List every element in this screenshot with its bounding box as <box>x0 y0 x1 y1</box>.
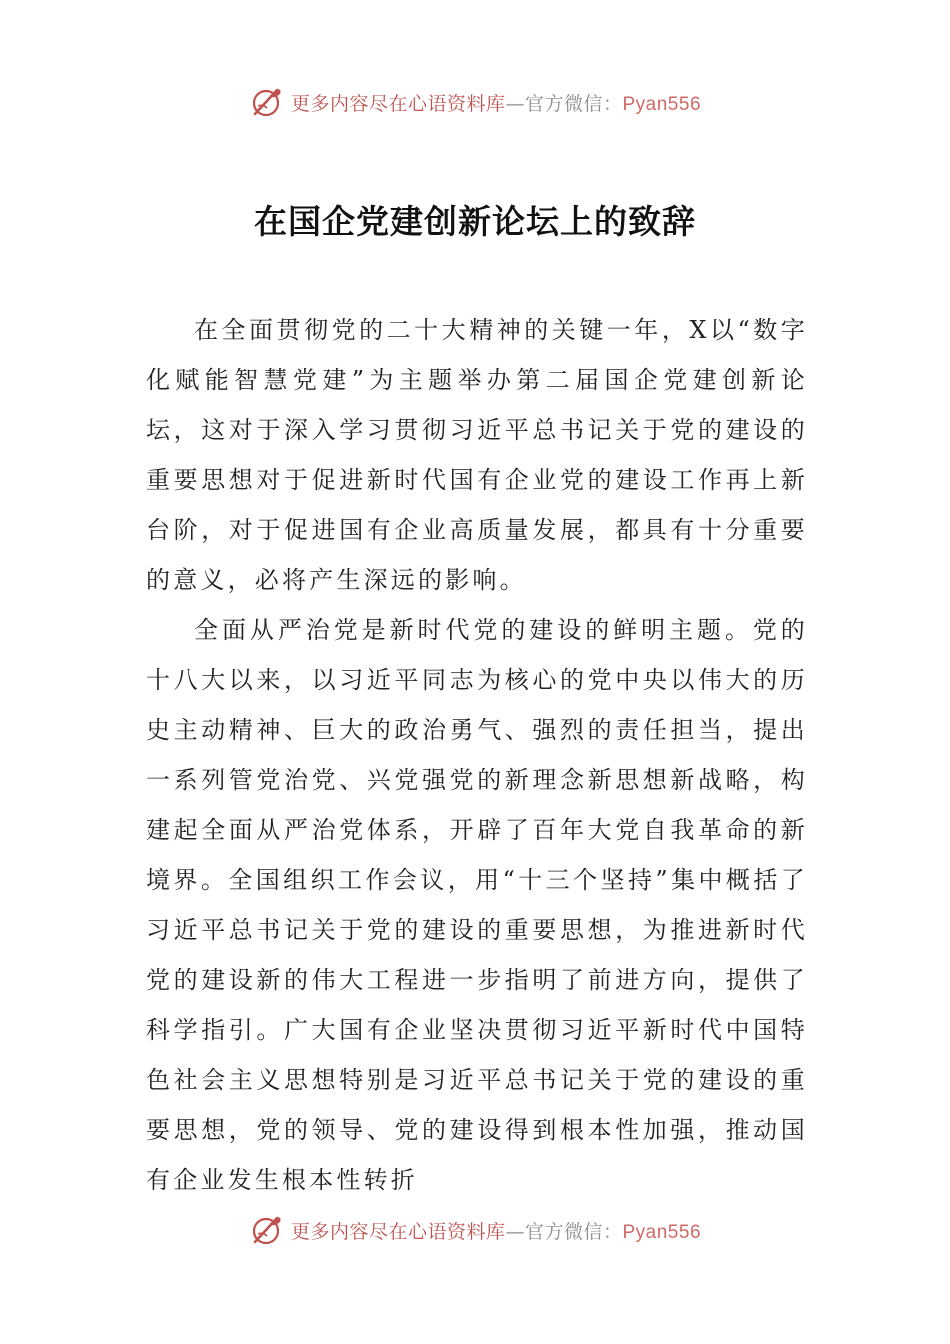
paragraph: 在全面贯彻党的二十大精神的关键一年，X以“数字化赋能智慧党建”为主题举办第二届国企党建创新论坛，这对于深入学习贯彻习近平总书记关于党的建设的重要思想对于促进新时代国有企业党的建设工作再上新台阶，对于促进国有企业高质量发展，都具有十分重要的意义，必将产生深远的影响。 <box>146 316 808 594</box>
banner-wechat-label: 官方微信： <box>524 92 623 115</box>
banner-wechat-id: Pyan556 <box>622 1221 702 1243</box>
banner-dash: — <box>505 1220 525 1243</box>
paragraph: 全面从严治党是新时代党的建设的鲜明主题。党的十八大以来，以习近平同志为核心的党中央以伟大的历史主动精神、巨大的政治勇气、强烈的责任担当，提出一系列管党治党、兴党强党的新理念新思想新战略，构建起全面从严治党体系，开辟了百年大党自我革命的新境界。全国组织工作会议，用“十三个坚持”集中概括了习近平总书记关于党的建设的重要思想，为推进新时代党的建设新的伟大工程进一步指明了前进方向，提供了科学指引。广大国有企业坚决贯彻习近平新时代中国特色社会主义思想特别是习近平总书记关于党的建设的重要思想，党的领导、党的建设得到根本性加强，推动国有企业发生根本性转折 <box>146 616 808 1194</box>
banner-text <box>291 1217 701 1244</box>
banner-main-text: 更多内容尽在心语资料库 <box>290 92 506 115</box>
quill-pen-logo-icon <box>249 1212 285 1248</box>
document-body <box>146 305 808 1205</box>
banner-wechat-label: 官方微信： <box>524 1220 623 1243</box>
quill-pen-logo-icon <box>249 84 285 120</box>
footer-banner <box>0 1208 950 1252</box>
header-banner <box>0 80 950 124</box>
document-title: 在国企党建创新论坛上的致辞 <box>254 202 696 242</box>
banner-text <box>291 89 701 116</box>
banner-main-text: 更多内容尽在心语资料库 <box>290 1220 506 1243</box>
banner-wechat-id: Pyan556 <box>622 93 702 115</box>
banner-dash: — <box>505 92 525 115</box>
